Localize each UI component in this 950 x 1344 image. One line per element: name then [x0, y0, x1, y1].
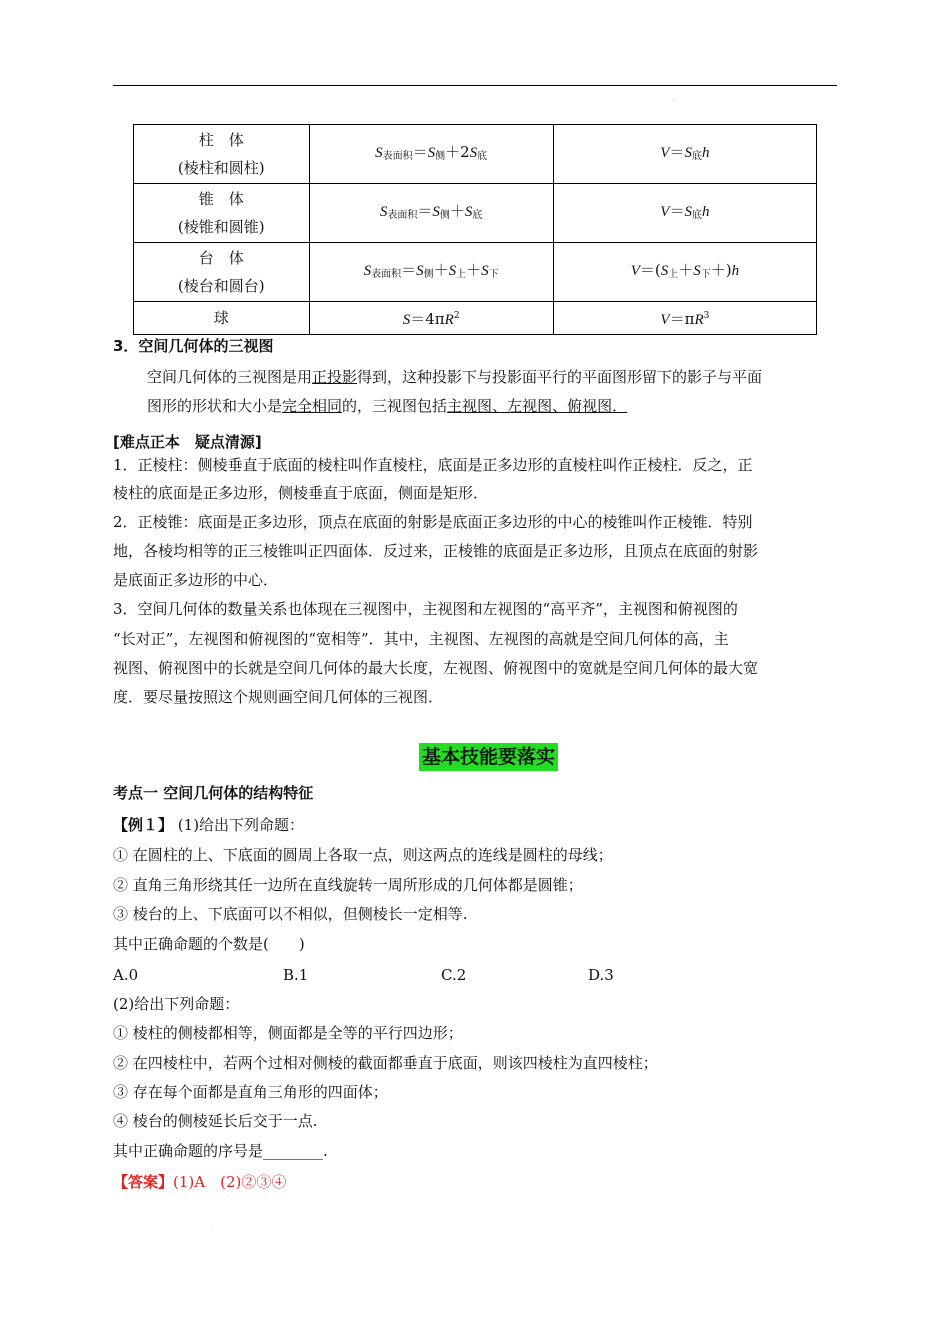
section-banner: 基本技能要落实 [419, 743, 558, 771]
paragraph-line: 视图、俯视图中的长就是空间几何体的最大长度，左视图、俯视图中的宽就是空间几何体的最大宽 [113, 659, 759, 677]
paragraph-line: 1．正棱柱：侧棱垂直于底面的棱柱叫作直棱柱，底面是正多边形的直棱柱叫作正棱柱．反之，正 [113, 456, 753, 474]
table-row [134, 243, 817, 302]
choice-b: B.1 [283, 966, 309, 984]
paragraph-line: 地，各棱均相等的正三棱锥叫正四面体．反过来，正棱锥的底面是正多边形，且顶点在底面的射影 [113, 542, 759, 560]
list-item: ② 直角三角形绕其任一边所在直线旋转一周所形成的几何体都是圆锥； [113, 876, 583, 894]
list-item: ① 棱柱的侧棱都相等，侧面都是全等的平行四边形； [113, 1024, 463, 1042]
table-row [134, 302, 817, 335]
row-label: 球 [134, 302, 310, 335]
paragraph-line: 度．要尽量按照这个规则画空间几何体的三视图． [113, 688, 444, 706]
paragraph-line: 2．正棱锥：底面是正多边形，顶点在底面的射影是底面正多边形的中心的棱锥叫作正棱锥．特别 [113, 513, 753, 531]
row-label: 锥 体 (棱锥和圆锥) [134, 184, 310, 243]
surface-area-formula: $S=4\pi R^2$ [309, 302, 553, 335]
paragraph-line: 图形的形状和大小是完全相同的，三视图包括主视图、左视图、俯视图． [147, 397, 628, 415]
paragraph-line: 棱柱的底面是正多边形，侧棱垂直于底面，侧面是矩形． [113, 484, 489, 502]
paragraph-line: 是底面正多边形的中心． [113, 571, 279, 589]
footer-dot: . [210, 1224, 212, 1231]
difficulty-heading: [难点正本 疑点清源] [113, 433, 262, 451]
surface-area-formula: $S_{表面积}=S_侧+S_上+S_下$ [309, 243, 553, 302]
kaodian-heading: 考点一 空间几何体的结构特征 [113, 784, 314, 802]
volume-formula: $V=(S_上+S_下+)h$ [553, 243, 816, 302]
volume-formula: $V=S_底h$ [553, 184, 816, 243]
table-row [134, 125, 817, 184]
header-rule [113, 85, 837, 86]
list-item: ① 在圆柱的上、下底面的圆周上各取一点，则这两点的连线是圆柱的母线； [113, 846, 613, 864]
example-part2: (2)给出下列命题： [113, 995, 240, 1013]
list-item: ④ 棱台的侧棱延长后交于一点. [113, 1112, 318, 1130]
table-row [134, 184, 817, 243]
row-label: 台 体 (棱台和圆台) [134, 243, 310, 302]
header-dot: . [673, 96, 675, 103]
formula-table [133, 124, 817, 335]
volume-formula: $V=\pi R^3$ [553, 302, 816, 335]
choice-c: C.2 [441, 966, 467, 984]
paragraph-line: 空间几何体的三视图是用正投影得到，这种投影下与投影面平行的平面图形留下的影子与平面 [147, 368, 763, 386]
volume-formula: $V=S_底h$ [553, 125, 816, 184]
answer-line: 【答案】(1)A (2)②③④ [113, 1173, 287, 1191]
choice-d: D.3 [588, 966, 614, 984]
question-line: 其中正确命题的序号是________. [113, 1142, 328, 1160]
choice-a: A.0 [113, 966, 139, 984]
list-item: ③ 棱台的上、下底面可以不相似，但侧棱长一定相等. [113, 905, 468, 923]
list-item: ② 在四棱柱中，若两个过相对侧棱的截面都垂直于底面，则该四棱柱为直四棱柱； [113, 1054, 658, 1072]
row-label: 柱 体 (棱柱和圆柱) [134, 125, 310, 184]
surface-area-formula: $S_{表面积}=S_侧+S_底$ [309, 184, 553, 243]
paragraph-line: 3．空间几何体的数量关系也体现在三视图中，主视图和左视图的“高平齐”，主视图和俯视图的 [113, 600, 738, 618]
example-intro: 【例１】 (1)给出下列命题： [113, 816, 305, 834]
paragraph-line: “长对正”，左视图和俯视图的“宽相等”．其中，主视图、左视图的高就是空间几何体的高，主 [113, 630, 729, 648]
question-line: 其中正确命题的个数是( ) [113, 935, 305, 953]
surface-area-formula: $S_{表面积}=S_侧+2S_底$ [309, 125, 553, 184]
section-title: 3．空间几何体的三视图 [113, 337, 274, 355]
list-item: ③ 存在每个面都是直角三角形的四面体； [113, 1083, 388, 1101]
